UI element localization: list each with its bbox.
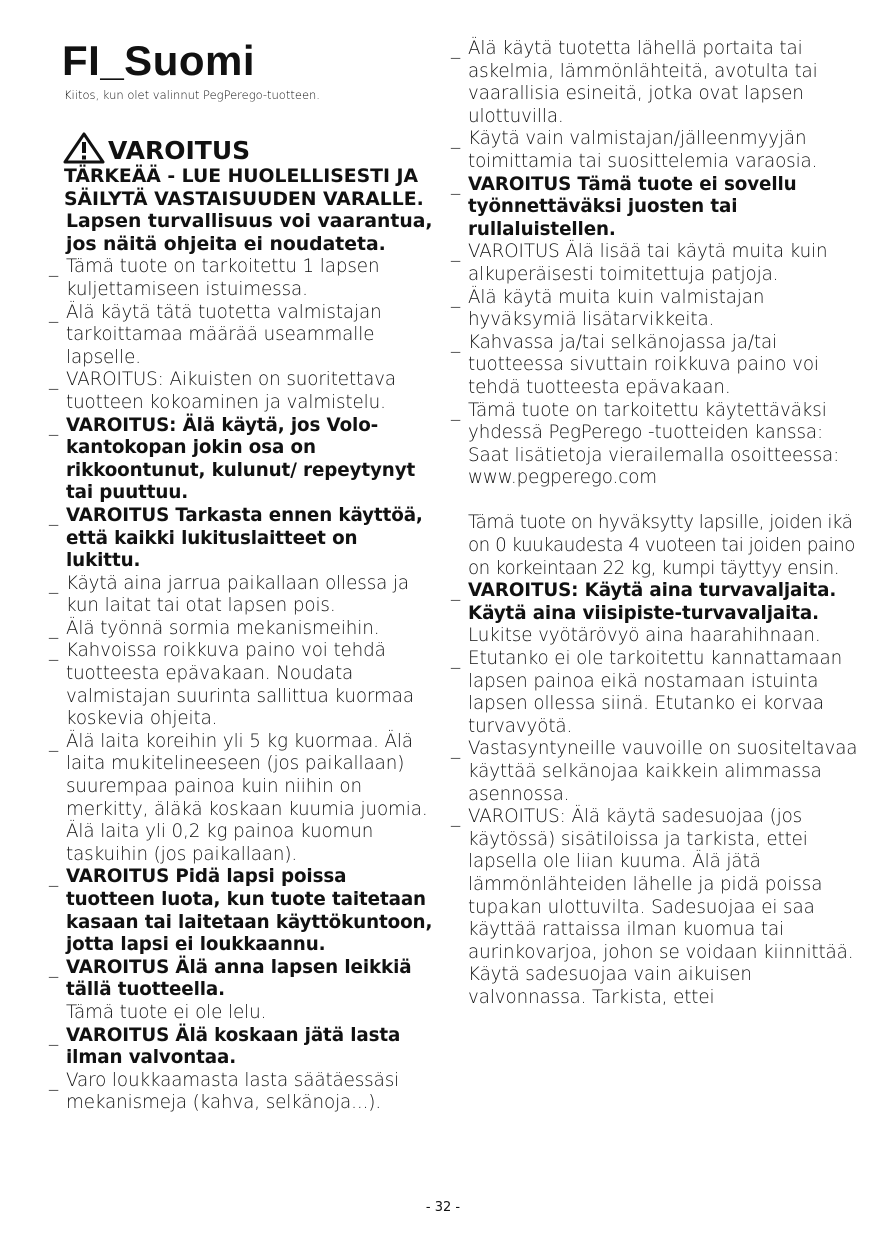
right-warning-list xyxy=(451,38,866,490)
page-title: FI_Suomi xyxy=(62,37,256,84)
list-item: _ Kahvassa ja/tai selkänojassa ja/tai tuotteessa sivuttain roikkuva paino voi tehdä tuotteesta epävakaan. xyxy=(451,331,819,398)
list-item: _ VAROITUS Älä anna lapsen leikkiä tällä tuotteella. Tämä tuote ei ole lelu. xyxy=(49,956,412,1023)
list-item: _ VAROITUS: Aikuisten on suoritettava tuotteen kokoaminen ja valmistelu. xyxy=(49,369,397,413)
list-item: _ Älä laita koreihin yli 5 kg kuormaa. Älä laita mukitelineeseen (jos paikallaan) suurempaa painoa kuin niihin on merkitty, äläkä koskaan kuumia juomia. Älä laita yli 0,2 kg painoa kuomun taskuihin (jos paikallaan). xyxy=(49,730,428,865)
list-item: _ VAROITUS: Älä käytä, jos Volo-kantokopan jokin osa on rikkoontunut, kulunut/ repeytynyt tai puuttuu. xyxy=(49,414,416,504)
right-warning-list-2 xyxy=(451,580,866,1009)
right-column xyxy=(451,38,866,1010)
approval-block xyxy=(466,512,866,580)
list-item: _ Käytä aina jarrua paikallaan ollessa ja kun laitat tai otat lapsen pois. xyxy=(49,572,410,617)
important-notice: TÄRKEÄÄ - LUE HUOLELLISESTI JA SÄILYTÄ VASTAISUUDEN VARALLE. xyxy=(64,166,424,210)
list-item: _ Vastasyntyneille vauvoille on suositeltavaa käyttää selkänojaa kaikkein alimmassa asennossa. xyxy=(451,738,858,805)
list-item: _ VAROITUS: Käytä aina turvavaljaita. Käytä aina viisipiste-turvavaljaita. Lukitse vyötärövyö aina haarahihnaan. xyxy=(451,580,837,647)
list-item: _ VAROITUS Tarkasta ennen käyttöä, että kaikki lukituslaitteet on lukittu. xyxy=(49,504,423,572)
list-item: _ VAROITUS Älä koskaan jätä lasta ilman valvontaa. xyxy=(49,1024,401,1069)
list-item: _ Kahvoissa roikkuva paino voi tehdä tuotteesta epävakaan. Noudata valmistajan suurinta sallittua kuormaa koskevia ohjeita. xyxy=(49,640,414,730)
left-content xyxy=(49,166,434,1115)
list-item: _ Etutanko ei ole tarkoitettu kannattamaan lapsen painoa eikä nostamaan istuinta lapsen ollessa siinä. Etutanko ei korvaa turvavyötä. xyxy=(451,648,843,737)
list-item: _ Käytä vain valmistajan/jälleenmyyjän toimittamia tai suosittelemia varaosia. xyxy=(451,128,818,172)
left-warning-list xyxy=(49,256,434,1115)
approval-text: Tämä tuote on hyväksytty lapsille, joiden ikä on 0 kuukaudesta 4 vuoteen tai joiden paino on korkeintaan 22 kg, kumpi täyttyy ensin. xyxy=(468,512,855,579)
page-subtitle: Kiitos, kun olet valinnut PegPerego-tuotteen. xyxy=(64,88,320,102)
list-item: _ Älä käytä muita kuin valmistajan hyväksymiä lisätarvikkeita. xyxy=(451,286,765,331)
warning-triangle-icon xyxy=(62,131,106,165)
child-safety-notice: Lapsen turvallisuus voi vaarantua, jos näitä ohjeita ei noudateta. xyxy=(66,211,433,255)
list-item: _ Tämä tuote on tarkoitettu käytettäväksi yhdessä PegPerego -tuotteiden kanssa: Saat lisätietoja vierailemalla osoitteessa: www.pegperego.com xyxy=(451,399,840,489)
page-number: - 32 - xyxy=(425,1200,461,1215)
warning-heading xyxy=(62,131,250,165)
list-item: _ VAROITUS: Älä käytä sadesuojaa (jos käytössä) sisätiloissa ja tarkista, ettei lapsella ole liian kuuma. Älä jätä lämmönlähteiden lähelle ja pidä poissa tupakan ulottuvilta. Sadesuojaa ei saa käyttää rattaissa ilman kuomua tai aurinkovarjoa, johon se voidaan kiinnittää. Käytä sadesuojaa vain aikuisen valvonnassa. Tarkista, ettei xyxy=(451,806,854,1008)
list-item: _ Tämä tuote on tarkoitettu 1 lapsen kuljettamiseen istuimessa. xyxy=(49,256,380,300)
list-item: _ VAROITUS Älä lisää tai käytä muita kuin alkuperäisesti toimitettuja patjoja. xyxy=(451,241,828,285)
list-item: _ Varo loukkaamasta lasta säätäessäsi mekanismeja (kahva, selkänoja...). xyxy=(49,1069,400,1114)
list-item: _ Älä käytä tuotetta lähellä portaita tai askelmia, lämmönlähteitä, avotulta tai vaarallisia esineitä, jotka ovat lapsen ulottuvilla. xyxy=(451,38,818,127)
list-item: _ VAROITUS Pidä lapsi poissa tuotteen luota, kun tuote taitetaan kasaan tai laitetaan käyttökuntoon, jotta lapsi ei loukkaannu. xyxy=(49,866,433,956)
list-item: _ Älä käytä tätä tuotetta valmistajan tarkoittamaa määrää useammalle lapselle. xyxy=(49,301,382,368)
list-item: _ Älä työnnä sormia mekanismeihin. xyxy=(49,617,380,639)
warning-label: VAROITUS xyxy=(108,136,251,165)
list-item: _ VAROITUS Tämä tuote ei sovellu työnnettäväksi juosten tai rullaluistellen. xyxy=(451,173,797,240)
